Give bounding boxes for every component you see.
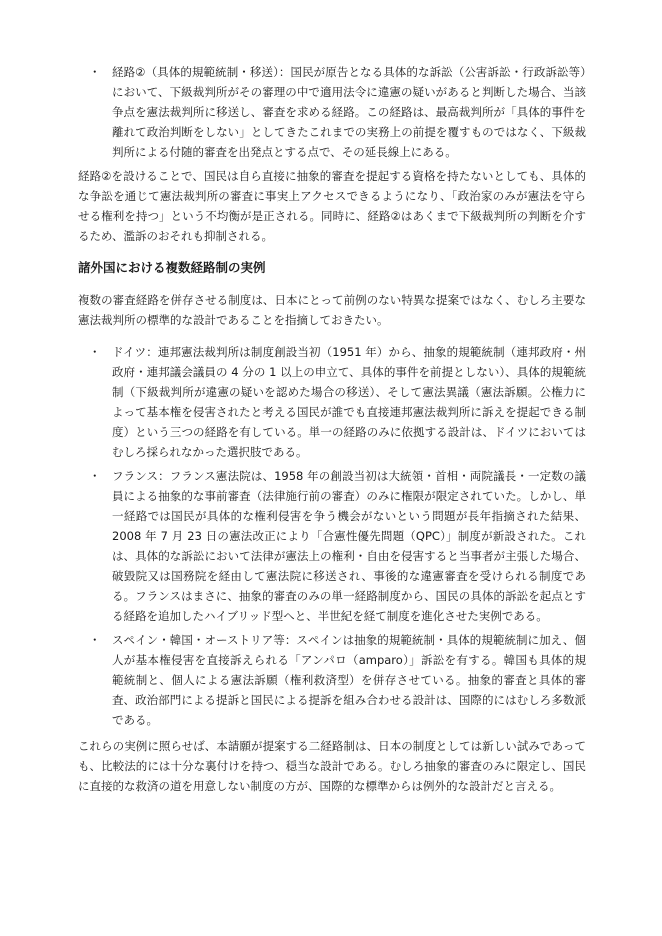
country-examples-list bbox=[78, 342, 586, 730]
list-item-route-2 bbox=[88, 62, 586, 162]
list-item-text: スペイン・韓国・オーストリア等：スペインは抽象的規範統制・具体的規範統制に加え、個人が基本権侵害を直接訴えられる「アンパロ（amparo）」訴訟を有する。韓国も具体的規範統制と、個人による憲法訴願（権利救済型）を併存させている。抽象的審査と具体的審査、政治部門による提訴と国民による提訴を組み合わせる設計は、国際的にはむしろ多数派である。 bbox=[112, 633, 586, 727]
list-item-text: 経路②（具体的規範統制・移送）：国民が原告となる具体的な訴訟（公害訴訟・行政訴訟等）において、下級裁判所がその審理の中で適用法令に違憲の疑いがあると判断した場合、当該争点を憲法裁判所に移送し、審査を求める経路。この経路は、最高裁判所が「具体的事件を離れて政治判断をしない」としてきたこれまでの実務上の前提を覆すものではなく、下級裁判所による付随的審査を出発点とする点で、その延長線上にある。 bbox=[112, 65, 586, 159]
paragraph-route-2-effect: 経路②を設けることで、国民は自ら直接に抽象的審査を提起する資格を持たないとしても、具体的な争訟を通じて憲法裁判所の審査に事実上アクセスできるようになり、「政治家のみが憲法を守らせる権利を持つ」という不均衡が是正される。同時に、経路②はあくまで下級裁判所の判断を介するため、濫訴のおそれも抑制される。 bbox=[78, 169, 586, 243]
bullet-marker: ・ bbox=[89, 345, 101, 359]
section-heading: 諸外国における複数経路制の実例 bbox=[78, 260, 266, 275]
bullet-marker: ・ bbox=[89, 633, 101, 647]
list-item-france bbox=[88, 466, 586, 626]
list-item-spain-korea-austria bbox=[88, 630, 586, 730]
list-item-text: ドイツ：連邦憲法裁判所は制度創設当初（1951 年）から、抽象的規範統制（連邦政府・州政府・連邦議会議員の 4 分の 1 以上の申立て、具体的事件を前提としない）、具体的規範統制（下級裁判所が違憲の疑いを認めた場合の移送）、そして憲法異議（憲法訴願。公権力によって基本権を侵害されたと考える国民が誰でも直接連邦憲法裁判所に訴えを提起できる制度）という三つの経路を有している。単一の経路のみに依拠する設計は、ドイツにおいてはむしろ採られなかった選択肢である。 bbox=[112, 345, 586, 459]
paragraph-conclusion: これらの実例に照らせば、本請願が提案する二経路制は、日本の制度としては新しい試みであっても、比較法的には十分な裏付けを持つ、穏当な設計である。むしろ抽象的審査のみに限定し、国民に直接的な救済の道を用意しない制度の方が、国際的な標準からは例外的な設計だと言える。 bbox=[78, 739, 586, 793]
bullet-marker: ・ bbox=[89, 469, 101, 483]
list-item-text: フランス：フランス憲法院は、1958 年の創設当初は大統領・首相・両院議長・一定数の議員による抽象的な事前審査（法律施行前の審査）のみに権限が限定されていた。しかし、単一経路では国民が具体的な権利侵害を争う機会がないという問題が長年指摘された結果、2008 年 7 月 23 日の憲法改正により「合憲性優先問題（QPC）」制度が新設された。これは、具体的な訴訟において法律が憲法上の権利・自由を侵害すると当事者が主張した場合、破毀院又は国務院を経由して憲法院に移送され、事後的な違憲審査を受けられる制度である。フランスはまさに、抽象的審査のみの単一経路制度から、国民の具体的訴訟を起点とする経路を追加したハイブリッド型へと、半世紀を経て制度を進化させた実例である。 bbox=[112, 469, 586, 623]
list-item-germany bbox=[88, 342, 586, 462]
bullet-marker: ・ bbox=[89, 65, 101, 79]
route-list bbox=[78, 62, 586, 162]
paragraph-intro: 複数の審査経路を併存させる制度は、日本にとって前例のない特異な提案ではなく、むしろ主要な憲法裁判所の標準的な設計であることを指摘しておきたい。 bbox=[78, 293, 586, 327]
document-page bbox=[78, 62, 586, 808]
